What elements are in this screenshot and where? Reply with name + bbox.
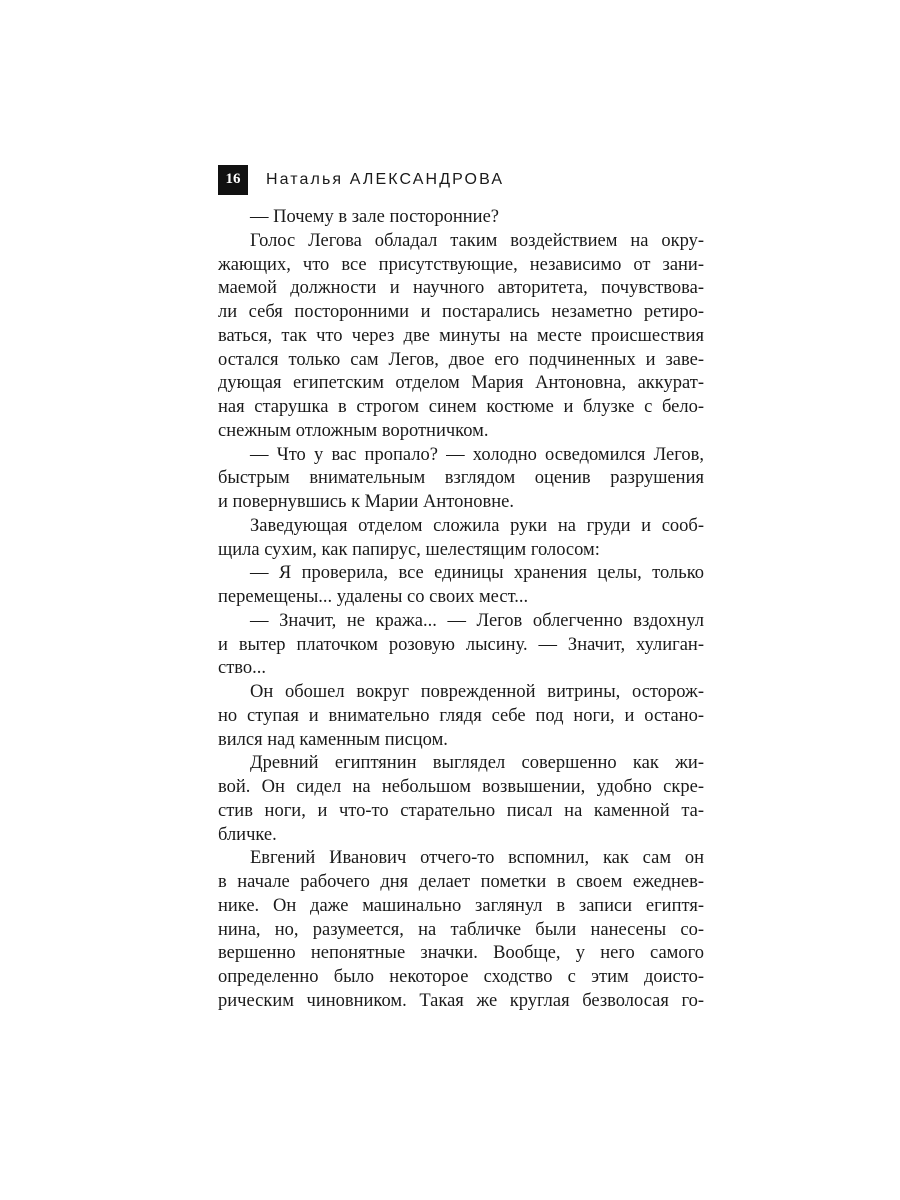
text-line: перемещены... удалены со своих мест...	[218, 587, 529, 607]
text-line: Он обошел вокруг поврежденной витрины, осторож-	[250, 682, 704, 702]
text-line: — Значит, не кража... — Легов облегченно вздохнул	[250, 610, 704, 631]
text-line: и повернувшись к Марии Антоновне.	[218, 492, 514, 512]
text-line: определенно было некоторое сходство с этим доисто-	[218, 967, 704, 987]
body-text	[218, 206, 704, 1014]
text-line: — Я проверила, все единицы хранения целы, только	[250, 563, 704, 584]
text-line: снежным отложным воротничком.	[218, 420, 489, 441]
text-line: ли себя посторонними и постарались незаметно ретиро-	[218, 302, 704, 322]
text-line: Евгений Иванович отчего-то вспомнил, как сам он	[250, 848, 704, 869]
text-line: нике. Он даже машинально заглянул в записи египтя-	[218, 895, 704, 916]
text-line: в начале рабочего дня делает пометки в своем ежеднев-	[218, 872, 704, 892]
text-line: нина, но, разумеется, на табличке были нанесены со-	[218, 919, 704, 940]
text-line: рическим чиновником. Такая же круглая безволосая го-	[218, 990, 704, 1011]
text-line: маемой должности и научного авторитета, почувствова-	[218, 278, 704, 299]
text-line: вой. Он сидел на небольшом возвышении, удобно скре-	[218, 777, 704, 797]
text-line: ная старушка в строгом синем костюме и блузке с бело-	[218, 397, 704, 417]
text-line: ваться, так что через две минуты на месте происшествия	[218, 325, 704, 346]
text-line: Заведующая отделом сложила руки на груди и сооб-	[250, 515, 704, 536]
text-line: остался только сам Легов, двое его подчиненных и заве-	[218, 349, 704, 370]
text-line: дующая египетским отделом Мария Антоновна, аккурат-	[218, 373, 704, 394]
text-line: — Что у вас пропало? — холодно осведомился Легов,	[250, 444, 704, 465]
text-line: Голос Легова обладал таким воздействием на окру-	[250, 230, 704, 251]
text-line: вершенно непонятные значки. Вообще, у него самого	[218, 943, 704, 964]
author-name: Наталья АЛЕКСАНДРОВА	[266, 170, 505, 188]
text-line: но ступая и внимательно глядя себе под ноги, и остано-	[218, 705, 704, 726]
text-line: быстрым внимательным взглядом оценив разрушения	[218, 468, 704, 489]
text-line: Древний египтянин выглядел совершенно как жи-	[250, 753, 704, 774]
running-header	[218, 163, 504, 196]
text-line: бличке.	[218, 824, 277, 845]
text-line: щила сухим, как папирус, шелестящим голосом:	[218, 539, 600, 560]
text-line: ство...	[218, 658, 267, 679]
page-number: 16	[218, 165, 248, 195]
text-line: стив ноги, и что-то старательно писал на каменной та-	[218, 800, 704, 821]
text-line: — Почему в зале посторонние?	[250, 207, 500, 227]
text-line: вился над каменным писцом.	[218, 729, 448, 750]
text-line: и вытер платочком розовую лысину. — Значит, хулиган-	[218, 634, 704, 655]
text-line: жающих, что все присутствующие, независимо от зани-	[218, 254, 704, 275]
